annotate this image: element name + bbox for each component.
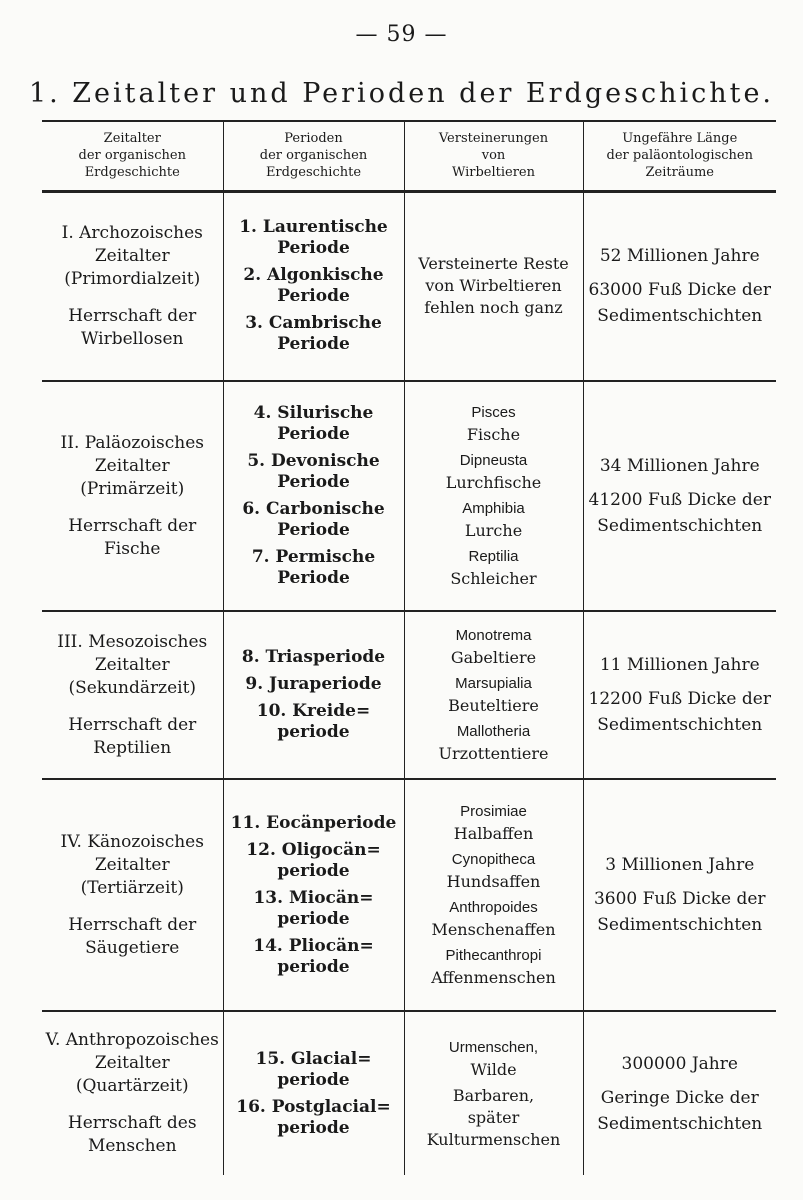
era-line: Herrschaft des — [67, 1113, 197, 1133]
fossils-cell — [404, 611, 583, 779]
fossil-line: Monotrema — [455, 627, 532, 644]
era-line: (Tertiärzeit) — [80, 877, 184, 898]
era-line: V. Anthropozoisches — [45, 1030, 219, 1050]
period-line: Periode — [277, 238, 350, 259]
period-entry — [226, 1097, 402, 1139]
period-entry — [226, 647, 402, 668]
era-cell — [42, 611, 223, 779]
table-row — [42, 779, 776, 1011]
fossil-line: Pithecanthropi — [445, 947, 542, 964]
header-perioden: Perioden der organischen Erdgeschichte — [223, 121, 404, 191]
fossil-entry — [407, 1037, 581, 1081]
period-line: Periode — [277, 520, 350, 540]
duration-cell — [583, 779, 776, 1011]
fossil-entry — [407, 253, 581, 319]
fossil-line: Cynopitheca — [451, 851, 536, 868]
fossil-line: Lurche — [464, 521, 523, 540]
period-line: periode — [277, 722, 350, 742]
fossil-entry — [407, 1085, 581, 1151]
table-row — [42, 381, 776, 611]
period-entry — [226, 840, 402, 882]
geologic-table — [42, 120, 776, 1175]
fossils-cell — [404, 381, 583, 611]
period-line: 14. Pliocän= — [253, 935, 374, 956]
fossil-line: Versteinerte Reste — [418, 254, 569, 274]
fossils-cell — [404, 1011, 583, 1175]
periods-cell — [223, 191, 404, 381]
period-entry — [226, 547, 402, 589]
period-entry — [226, 936, 402, 978]
period-line: Periode — [277, 472, 350, 492]
period-line: 1. Laurentische — [239, 217, 388, 238]
era-line: II. Paläozoisches — [60, 432, 204, 453]
duration-thickness: 41200 Fuß Dicke der — [588, 490, 771, 510]
period-entry — [226, 701, 402, 743]
duration-thickness: Sedimentschichten — [597, 915, 763, 935]
duration-years: 3 Millionen Jahre — [605, 855, 755, 875]
duration-thickness: 12200 Fuß Dicke der — [588, 689, 771, 709]
fossil-line: Beuteltiere — [448, 696, 539, 715]
era-line: Menschen — [87, 1136, 177, 1156]
fossil-line: Mallotheria — [456, 723, 531, 740]
period-line: Periode — [277, 424, 350, 444]
period-line: 15. Glacial= — [255, 1048, 372, 1069]
duration-thickness: Sedimentschichten — [597, 1113, 763, 1134]
era-line: Herrschaft der — [68, 305, 197, 326]
fossil-entry — [407, 801, 581, 845]
era-cell — [42, 779, 223, 1011]
table-row — [42, 1011, 776, 1175]
table-header-row — [42, 121, 776, 191]
era-line: IV. Känozoisches — [60, 831, 204, 852]
fossil-entry — [407, 849, 581, 893]
period-line: 8. Triasperiode — [241, 647, 386, 667]
fossil-line: Gabeltiere — [450, 648, 537, 667]
period-line: periode — [277, 956, 350, 977]
periods-cell — [223, 611, 404, 779]
fossil-line: Marsupialia — [455, 675, 532, 692]
fossil-line: von Wirbeltieren — [425, 276, 562, 296]
period-line: periode — [277, 1069, 350, 1090]
era-cell — [42, 1011, 223, 1175]
fossil-line: Affenmenschen — [431, 968, 556, 987]
period-line: 13. Miocän= — [253, 887, 374, 908]
era-line: Fische — [104, 538, 161, 559]
duration-cell — [583, 381, 776, 611]
era-line: Herrschaft der — [68, 914, 197, 935]
era-line: Zeitalter — [94, 455, 170, 476]
periods-cell — [223, 1011, 404, 1175]
era-line: Zeitalter — [94, 654, 170, 675]
table-row — [42, 611, 776, 779]
era-line: Wirbellosen — [80, 328, 184, 349]
period-entry — [226, 1049, 402, 1091]
duration-cell — [583, 611, 776, 779]
fossil-line: Halbaffen — [453, 824, 534, 843]
period-line: 5. Devonische — [247, 451, 380, 471]
fossil-line: Amphibia — [462, 500, 525, 517]
period-line: 3. Cambrische — [245, 313, 382, 334]
fossil-line: Prosimiae — [460, 803, 527, 820]
fossils-cell — [404, 191, 583, 381]
duration-thickness: 63000 Fuß Dicke der — [588, 280, 771, 301]
header-zeitalter: Zeitalter der organischen Erdgeschichte — [42, 121, 223, 191]
fossil-entry — [407, 450, 581, 494]
fossil-line: Wilde — [470, 1059, 517, 1079]
fossil-line: Urzottentiere — [438, 744, 549, 763]
period-entry — [226, 888, 402, 930]
era-line: (Sekundärzeit) — [68, 677, 197, 698]
fossil-line: Reptilia — [468, 548, 519, 565]
header-versteinerungen: Versteinerungen von Wirbeltieren — [404, 121, 583, 191]
period-entry — [226, 265, 402, 307]
duration-years: 34 Millionen Jahre — [599, 456, 760, 476]
fossil-line: Menschenaffen — [431, 920, 556, 939]
page-number: — 59 — — [355, 22, 448, 47]
period-line: Periode — [277, 568, 350, 588]
fossil-entry — [407, 673, 581, 717]
fossil-line: Kulturmenschen — [426, 1129, 561, 1149]
header-laenge: Ungefähre Länge der paläontologischen Zeiträume — [583, 121, 776, 191]
period-line: Periode — [277, 334, 350, 355]
era-line: Zeitalter — [94, 854, 170, 875]
fossil-line: Schleicher — [450, 569, 537, 588]
fossil-line: Urmenschen, — [448, 1038, 539, 1056]
period-line: 12. Oligocän= — [246, 839, 381, 860]
duration-thickness: Sedimentschichten — [597, 715, 763, 735]
duration-cell — [583, 191, 776, 381]
fossil-line: Anthropoides — [449, 899, 538, 916]
fossil-line: Pisces — [471, 404, 516, 421]
table-row — [42, 191, 776, 381]
fossil-line: Lurchfische — [445, 473, 542, 492]
era-line: Zeitalter — [94, 245, 170, 266]
fossils-cell — [404, 779, 583, 1011]
era-cell — [42, 191, 223, 381]
fossil-entry — [407, 498, 581, 542]
fossil-entry — [407, 897, 581, 941]
era-cell — [42, 381, 223, 611]
period-entry — [226, 217, 402, 259]
fossil-line: fehlen noch ganz — [424, 298, 563, 318]
period-line: periode — [277, 1117, 350, 1138]
period-line: periode — [277, 860, 350, 881]
period-line: 9. Juraperiode — [245, 674, 382, 694]
period-entry — [226, 403, 402, 445]
era-line: Zeitalter — [94, 1053, 170, 1073]
fossil-line: Fische — [466, 425, 521, 444]
period-line: 2. Algonkische — [243, 265, 384, 286]
fossil-line: später — [467, 1107, 520, 1127]
period-line: 4. Silurische — [253, 403, 374, 423]
fossil-entry — [407, 546, 581, 590]
duration-years: 300000 Jahre — [621, 1053, 738, 1074]
duration-thickness: Sedimentschichten — [597, 516, 763, 536]
fossil-line: Dipneusta — [459, 452, 528, 469]
fossil-entry — [407, 402, 581, 446]
period-entry — [226, 674, 402, 695]
period-line: Periode — [277, 286, 350, 307]
era-line: Herrschaft der — [68, 515, 197, 536]
duration-years: 11 Millionen Jahre — [599, 655, 760, 675]
fossil-line: Barbaren, — [452, 1085, 535, 1105]
fossil-line: Hundsaffen — [446, 872, 541, 891]
era-line: Säugetiere — [85, 937, 180, 958]
fossil-entry — [407, 721, 581, 765]
period-line: 16. Postglacial= — [236, 1096, 391, 1117]
periods-cell — [223, 381, 404, 611]
duration-thickness: Geringe Dicke der — [600, 1087, 759, 1108]
periods-cell — [223, 779, 404, 1011]
period-entry — [226, 451, 402, 493]
duration-thickness: Sedimentschichten — [597, 306, 763, 327]
era-line: Herrschaft der — [68, 714, 197, 735]
period-entry — [226, 313, 402, 355]
era-line: (Primordialzeit) — [64, 268, 201, 289]
duration-thickness: 3600 Fuß Dicke der — [593, 889, 766, 909]
duration-years: 52 Millionen Jahre — [599, 246, 760, 267]
fossil-entry — [407, 625, 581, 669]
duration-cell — [583, 1011, 776, 1175]
period-line: 6. Carbonische — [242, 499, 385, 519]
era-line: Reptilien — [93, 737, 172, 758]
page-title: 1. Zeitalter und Perioden der Erdgeschichte. — [28, 78, 775, 109]
period-line: periode — [277, 908, 350, 929]
period-line: 7. Permische — [251, 547, 376, 567]
fossil-entry — [407, 945, 581, 989]
era-line: I. Archozoisches — [61, 222, 203, 243]
era-line: (Quartärzeit) — [75, 1076, 189, 1096]
period-entry — [226, 499, 402, 541]
period-line: 10. Kreide= — [256, 701, 371, 721]
era-line: (Primärzeit) — [80, 478, 185, 499]
era-line: III. Mesozoisches — [57, 631, 208, 652]
period-line: 11. Eocänperiode — [230, 812, 397, 833]
period-entry — [226, 813, 402, 834]
